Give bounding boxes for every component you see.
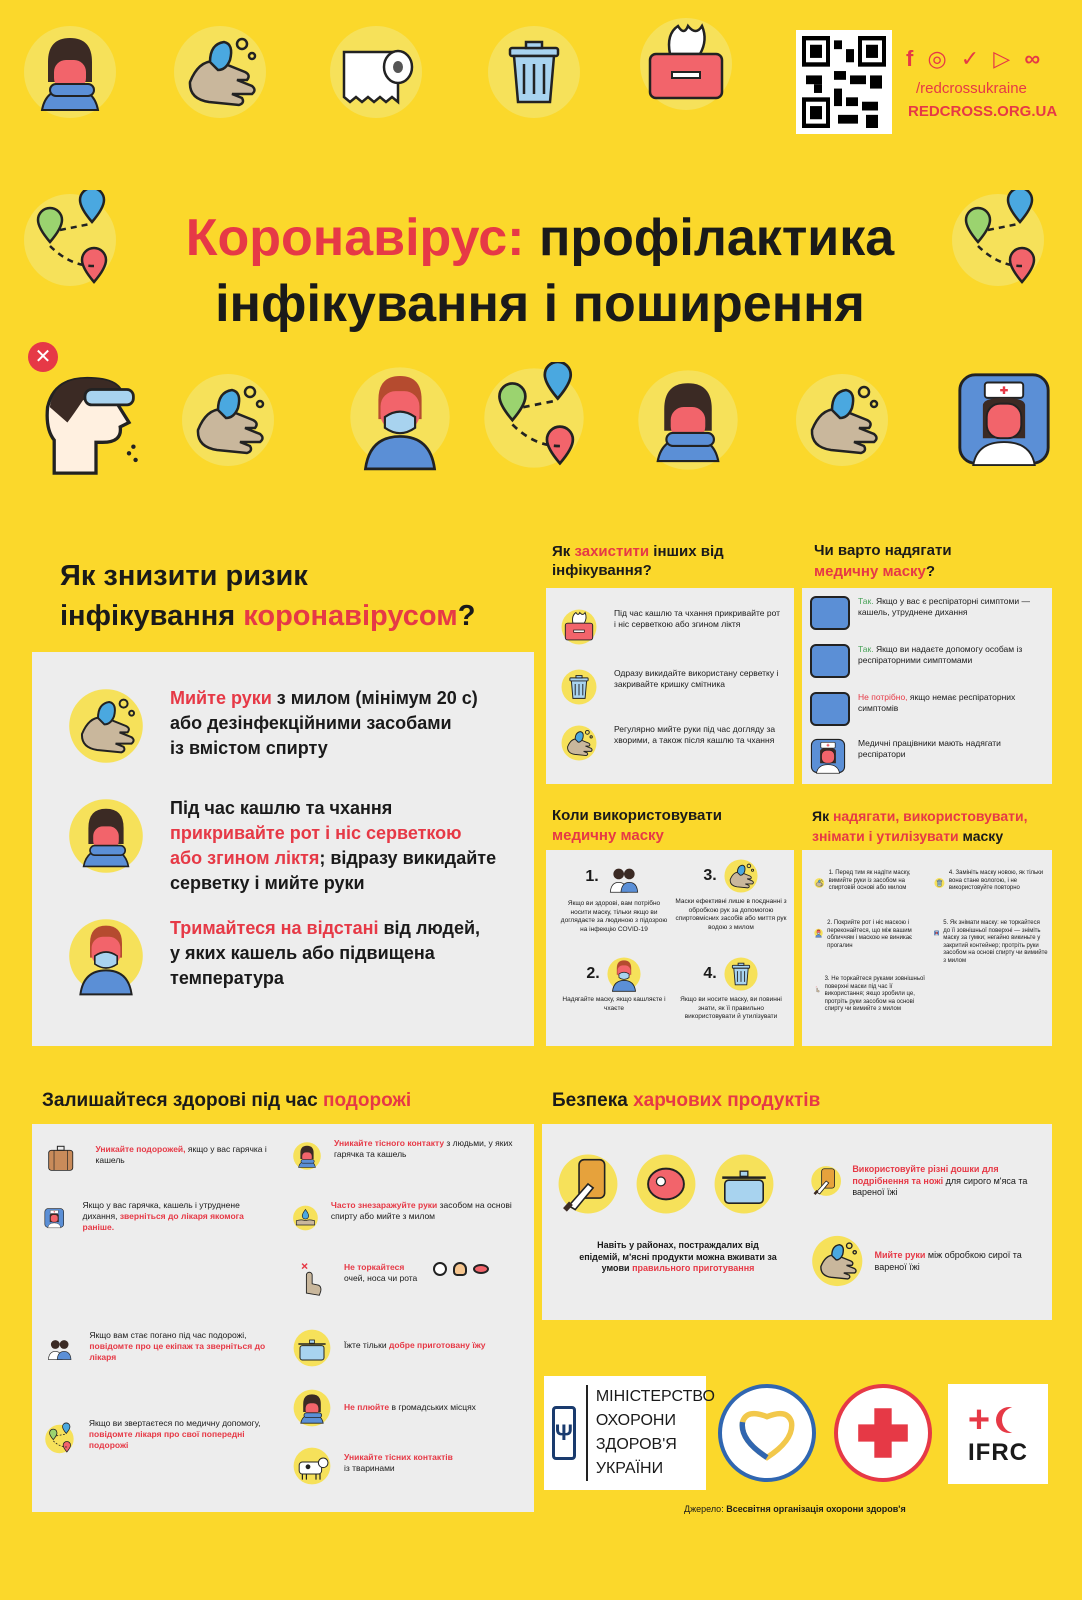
how-mask-step: 4. Замініть маску новою, як тільки вона стане вологою, і не використовуйте повторно [934,870,1048,896]
no-spit-icon [292,1388,332,1428]
mask-title: Чи варто надягати медичну маску? [814,542,952,580]
luggage-icon [44,1140,77,1178]
medical-mask-icon [810,644,850,678]
cough-elbow-icon [20,22,120,122]
no-touch-icon [292,1258,328,1298]
handwash-icon [170,22,270,122]
travel-tip: Якщо вам стає погано під час подорожі, повідомте про це екіпаж та зверніться до лікаря [44,1320,274,1374]
risk-item: Тримайтеся на відстані від людей, у яких кашель або підвищена температура [66,916,480,996]
protect-title: Як захистити інших від інфікування? [552,543,724,579]
travel-tip: Якщо ви звертаєтеся по медичну допомогу, повідомте лікаря про свої попередні подорожі [44,1408,274,1470]
cross-crescent-icon: + [968,1401,1028,1439]
how-mask-step: 2. Покрийте рот і ніс маскою і переконайтеся, що між вашим обличчям і маскою не виникає прогалин [814,920,926,950]
cough-elbow-icon [634,366,742,474]
cough-elbow-icon [292,1136,322,1176]
when-mask-item: 3. Маски ефективні лише в поєднанні з обробкою рук за допомогою спиртовмісних засобів або миття рук водою з милом [672,858,790,932]
knife-board-icon [810,1150,842,1212]
trash-bin-icon [934,870,945,896]
protect-item: Під час кашлю та чхання прикривайте рот і ніс серветкою або згином ліктя [560,608,782,651]
travel-tip: Уникайте тісних контактів із тваринами [292,1446,524,1486]
qr-code-image [802,36,886,128]
mask-person-icon [346,362,454,472]
risk-item: Мийте руки з милом (мінімум 20 с) або дезінфекційними засобами із вмістом спирту [66,686,478,766]
travel-tip: Не плюйте в громадських місцях [292,1388,524,1428]
trident-icon: Ψ [552,1406,576,1460]
no-touch-icon [814,976,821,1002]
meat-icon [634,1152,698,1216]
when-mask-item: 1. Якщо ви здорові, вам потрібно носити маску, тільки якщо ви доглядаєте за людиною з підозрою на інфекцію COVID-19 [558,858,670,934]
how-mask-step: 1. Перед тим як надіти маску, вимийте руки із засобом на спиртовій основі або милом [814,870,926,896]
travel-route-icon [480,362,588,474]
risk-item: Під час кашлю та чхання прикривайте рот і ніс серветкою або згином ліктя; відразу викидайте серветку і мийте руки [66,796,496,896]
volunteer-council-logo [718,1384,816,1482]
travel-route-icon [44,1408,75,1470]
medical-mask-icon [810,596,850,630]
handwash-icon [66,686,146,766]
food-icons [556,1152,776,1216]
page-title: Коронавірус: профілактика інфікування і поширення [185,209,895,333]
cooking-pot-icon [712,1152,776,1216]
doctor-icon [934,920,939,946]
mouth-icon [473,1264,489,1274]
travel-tip: Їжте тільки добре приготовану їжу [292,1328,524,1368]
sneeze-icon [30,365,140,480]
mask-person-icon [606,956,642,992]
mask-item: Медичні працівники мають надягати респіратори [810,738,1048,779]
doctor-icon [44,1198,65,1238]
website-link[interactable]: REDCROSS.ORG.UA [908,103,1058,120]
people-icon [605,858,643,896]
food-tip: Використовуйте різні дошки для подрібнення та ножі для сирого м'яса та вареної їжі [810,1150,1046,1212]
people-icon [44,1320,75,1374]
tissue-box-icon [560,608,598,651]
close-icon: ✕ [28,342,58,372]
handwash-icon [723,858,759,894]
doctor-icon [810,738,846,779]
mask-item: Так. Якщо ви надаєте допомогу особам із респіраторними симптомами [810,644,1048,678]
red-cross-ukraine-logo [834,1384,932,1482]
trash-bin-icon [723,956,759,992]
handwash-icon [792,370,892,470]
doctor-icon [956,364,1052,474]
red-cross-icon [852,1402,914,1464]
travel-tip: Не торкайтеся очей, носа чи рота [292,1258,524,1298]
how-mask-title: Як надягати, використовувати, знімати і утилізувати маску [812,808,1028,844]
knife-board-icon [556,1152,620,1216]
protect-item: Регулярно мийте руки під час догляду за хворими, а також після кашлю та чхання [560,724,782,767]
when-mask-title: Коли використовувати медичну маску [552,807,722,844]
when-mask-item: 4. Якщо ви носите маску, ви повинні знати, як її правильно використовувати й утилізувати [672,956,790,1022]
travel-tip: Часто знезаражуйте руки засобом на основі спирту або мийте з милом [292,1198,524,1238]
food-note: Навіть у районах, постраждалих від епідемій, м'ясні продукти можна вживати за умови правильного приготування [579,1240,777,1273]
handwash-icon [814,870,825,896]
eye-icon [433,1262,447,1276]
travel-route-icon [20,190,120,290]
travel-tip: Уникайте тісного контакту з людьми, у яких гарячка та кашель [292,1136,524,1176]
source-note: Джерело: Всесвітня організація охорони здоров'я [684,1504,906,1514]
mask-person-icon [814,920,823,946]
social-handle[interactable]: /redcrossukraine [916,80,1027,97]
travel-tip: Якщо у вас гарячка, кашель і утруднене дихання, зверніться до лікаря якомога раніше. [44,1198,274,1238]
food-tip: Мийте руки між обробкою сирої та вареної їжі [810,1230,1046,1292]
cough-elbow-icon [66,796,146,876]
travel-tip: Уникайте подорожей, якщо у вас гарячка і кашель [44,1140,274,1178]
mask-item: Так. Якщо у вас є респіраторні симптоми — кашель, утруднене дихання [810,596,1048,630]
trash-bin-icon [484,22,584,122]
how-mask-step: 5. Як знімати маску: не торкайтеся до її зовнішньої поверхні — зніміть маску за гумки; негайно викиньте у закритий контейнер; протріть руки засобом на основі спирту чи вимийте з милом [934,920,1048,965]
nose-icon [453,1262,467,1276]
mask-item: Не потрібно, якщо немає респіраторних симптомів [810,692,1048,726]
food-title: Безпека харчових продуктів [552,1090,821,1111]
risk-title: Як знизити ризик інфікування коронавірусом? [60,560,476,632]
hand-sanitize-icon [292,1198,319,1238]
social-icons[interactable]: f ◎ ✓ ▷ ∞ [906,46,1045,71]
toilet-paper-icon [326,22,426,122]
travel-title: Залишайтеся здорові під час подорожі [42,1090,412,1111]
mask-person-icon [66,916,146,996]
cooking-pot-icon [292,1328,332,1368]
medical-mask-icon [810,692,850,726]
handwash-icon [560,724,598,767]
travel-route-icon [948,190,1048,290]
when-mask-item: 2. Надягайте маску, якщо кашляєте і чхаєте [558,956,670,1013]
how-mask-step: 3. Не торкайтеся руками зовнішньої поверхні маски під час її використання; якщо зробили це, протріть руки засобом на основі спирту чи вимийте з милом [814,976,934,1014]
cow-icon [292,1446,332,1486]
heart-hands-icon [733,1399,801,1467]
protect-item: Одразу викидайте використану серветку і закривайте кришку смітника [560,668,782,711]
handwash-icon [178,370,278,470]
qr-code[interactable] [796,30,892,134]
trash-bin-icon [560,668,598,711]
handwash-icon [810,1230,865,1292]
ifrc-logo: + IFRC [948,1384,1048,1484]
ministry-logo: Ψ МІНІСТЕРСТВО ОХОРОНИ ЗДОРОВ'Я УКРАЇНИ [544,1376,706,1490]
face-parts-icons [433,1262,489,1276]
tissue-box-icon [636,14,736,114]
